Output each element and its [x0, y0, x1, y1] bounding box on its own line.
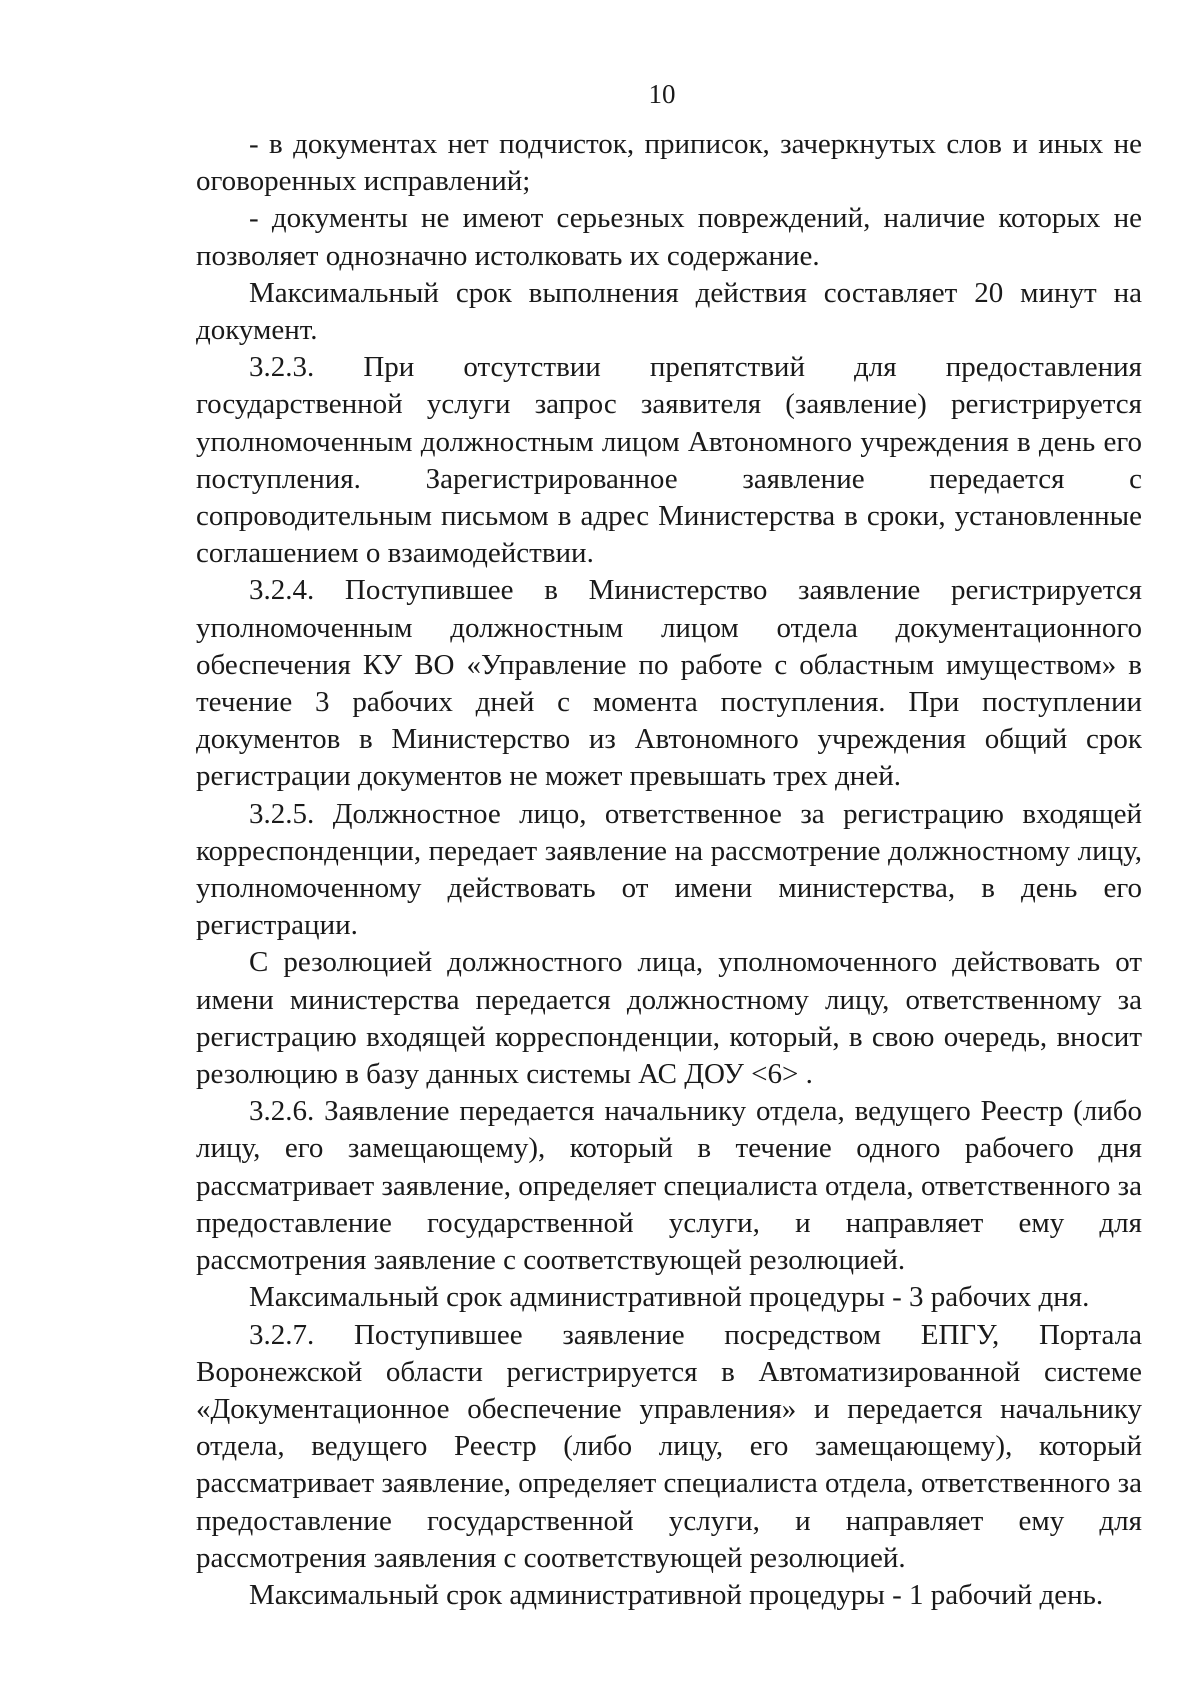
paragraph-max-time-20-minutes: Максимальный срок выполнения действия составляет 20 минут на документ.	[196, 276, 1142, 347]
paragraph-3-2-3: 3.2.3. При отсутствии препятствий для предоставления государственной услуги запрос заявителя (заявление) регистрируется уполномоченным должностным лицом Автономного учреждения в день его поступления. Зарегистрированное заявление передается с сопроводительным письмом в адрес Министерства в сроки, установленные соглашением о взаимодействии.	[196, 351, 1142, 570]
document-body	[196, 126, 1142, 1614]
paragraph-max-time-3-days: Максимальный срок административной процедуры - 3 рабочих дня.	[249, 1281, 1090, 1314]
paragraph-no-erasures: - в документах нет подчисток, приписок, зачеркнутых слов и иных не оговоренных исправлений;	[196, 128, 1142, 198]
paragraph-no-damage: - документы не имеют серьезных повреждений, наличие которых не позволяет однозначно истолковать их содержание.	[196, 202, 1142, 272]
paragraph-3-2-5: 3.2.5. Должностное лицо, ответственное за регистрацию входящей корреспонденции, передает заявление на рассмотрение должностному лицу, уполномоченному действовать от имени министерства, в день его регистрации.	[196, 797, 1142, 942]
paragraph-3-2-6: 3.2.6. Заявление передается начальнику отдела, ведущего Реестр (либо лицу, его замещающему), который в течение одного рабочего дня рассматривает заявление, определяет специалиста отдела, ответственного за предоставление государственной услуги, и направляет ему для рассмотрения заявление с соответствующей резолюцией.	[196, 1095, 1142, 1277]
paragraph-max-time-1-day: Максимальный срок административной процедуры - 1 рабочий день.	[249, 1578, 1104, 1611]
page-number: 10	[648, 79, 676, 109]
paragraph-3-2-4: 3.2.4. Поступившее в Министерство заявление регистрируется уполномоченным должностным лицом отдела документационного обеспечения КУ ВО «Управление по работе с областным имуществом» в течение 3 рабочих дней с момента поступления. При поступлении документов в Министерство из Автономного учреждения общий срок регистрации документов не может превышать трех дней.	[196, 574, 1142, 793]
paragraph-3-2-7: 3.2.7. Поступившее заявление посредством ЕПГУ, Портала Воронежской области регистрируется в Автоматизированной системе «Документационное обеспечение управления» и передается начальнику отдела, ведущего Реестр (либо лицу, его замещающему), который рассматривает заявление, определяет специалиста отдела, ответственного за предоставление государственной услуги, и направляет ему для рассмотрения заявления с соответствующей резолюцией.	[196, 1318, 1142, 1574]
paragraph-resolution: С резолюцией должностного лица, уполномоченного действовать от имени министерства передается должностному лицу, ответственному за регистрацию входящей корреспонденции, который, в свою очередь, вносит резолюцию в базу данных системы АС ДОУ <6> .	[196, 946, 1142, 1091]
